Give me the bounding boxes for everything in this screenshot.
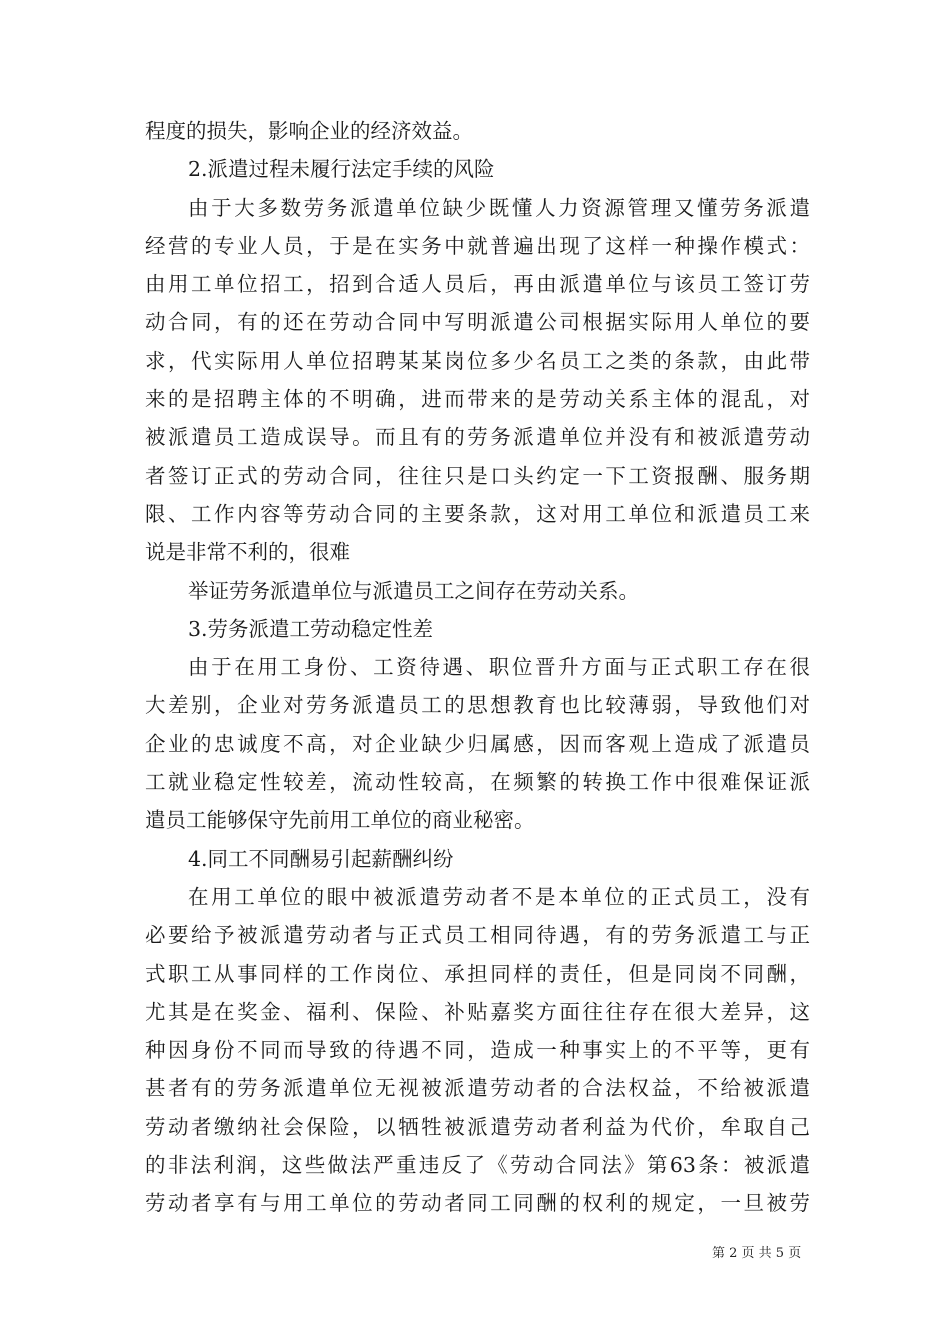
text-line: 经营的专业人员，于是在实务中就普遍出现了这样一种操作模式：: [145, 233, 810, 258]
text-line: 尤其是在奖金、福利、保险、补贴嘉奖方面往往存在很大差异，这: [145, 999, 810, 1024]
text-line: 式职工从事同样的工作岗位、承担同样的责任，但是同岗不同酬，: [145, 961, 810, 986]
text-line: 在用工单位的眼中被派遣劳动者不是本单位的正式员工，没有: [188, 884, 810, 909]
section-heading-2: 2.派遣过程未履行法定手续的风险: [188, 157, 495, 182]
text-line: 必要给予被派遣劳动者与正式员工相同待遇，有的劳务派遣工与正: [145, 923, 810, 948]
text-line: 来的是招聘主体的不明确，进而带来的是劳动关系主体的混乱，对: [145, 387, 810, 412]
text-line: 由于在用工身份、工资待遇、职位晋升方面与正式职工存在很: [188, 655, 810, 680]
page-number-footer: 第 2 页 共 5 页: [712, 1246, 802, 1261]
section-heading-4: 4.同工不同酬易引起薪酬纠纷: [188, 846, 454, 871]
section-heading-3: 3.劳务派遣工劳动稳定性差: [188, 616, 434, 641]
text-line: 企业的忠诚度不高，对企业缺少归属感，因而客观上造成了派遣员: [145, 731, 810, 756]
text-line: 说是非常不利的，很难: [145, 540, 350, 565]
text-line: 程度的损失，影响企业的经济效益。: [145, 119, 473, 143]
text-line: 大差别，企业对劳务派遣员工的思想教育也比较薄弱，导致他们对: [145, 693, 810, 718]
document-body: [145, 112, 810, 1223]
text-line: 遣员工能够保守先前用工单位的商业秘密。: [145, 808, 535, 833]
text-line: 的非法利润，这些做法严重违反了《劳动合同法》第63条：被派遣: [145, 1153, 810, 1178]
text-line: 求，代实际用人单位招聘某某岗位多少名员工之类的条款，由此带: [145, 348, 810, 373]
text-line: 工就业稳定性较差，流动性较高，在频繁的转换工作中很难保证派: [145, 770, 810, 795]
text-line: 劳动者缴纳社会保险，以牺牲被派遣劳动者利益为代价，牟取自己: [145, 1114, 810, 1139]
text-line: 动合同，有的还在劳动合同中写明派遣公司根据实际用人单位的要: [145, 310, 810, 335]
text-line: 者签订正式的劳动合同，往往只是口头约定一下工资报酬、服务期: [145, 463, 810, 488]
text-line: 种因身份不同而导致的待遇不同，造成一种事实上的不平等，更有: [145, 1038, 810, 1063]
text-line: 限、工作内容等劳动合同的主要条款，这对用工单位和派遣员工来: [145, 501, 810, 526]
text-line: 被派遣员工造成误导。而且有的劳务派遣单位并没有和被派遣劳动: [145, 425, 810, 450]
text-line: 由于大多数劳务派遣单位缺少既懂人力资源管理又懂劳务派遣: [188, 195, 810, 220]
text-line: 由用工单位招工，招到合适人员后，再由派遣单位与该员工签订劳: [145, 272, 810, 297]
text-line: 劳动者享有与用工单位的劳动者同工同酬的权利的规定，一旦被劳: [145, 1191, 810, 1216]
text-line: 甚者有的劳务派遣单位无视被派遣劳动者的合法权益，不给被派遣: [145, 1076, 810, 1101]
text-line: 举证劳务派遣单位与派遣员工之间存在劳动关系。: [188, 578, 639, 603]
